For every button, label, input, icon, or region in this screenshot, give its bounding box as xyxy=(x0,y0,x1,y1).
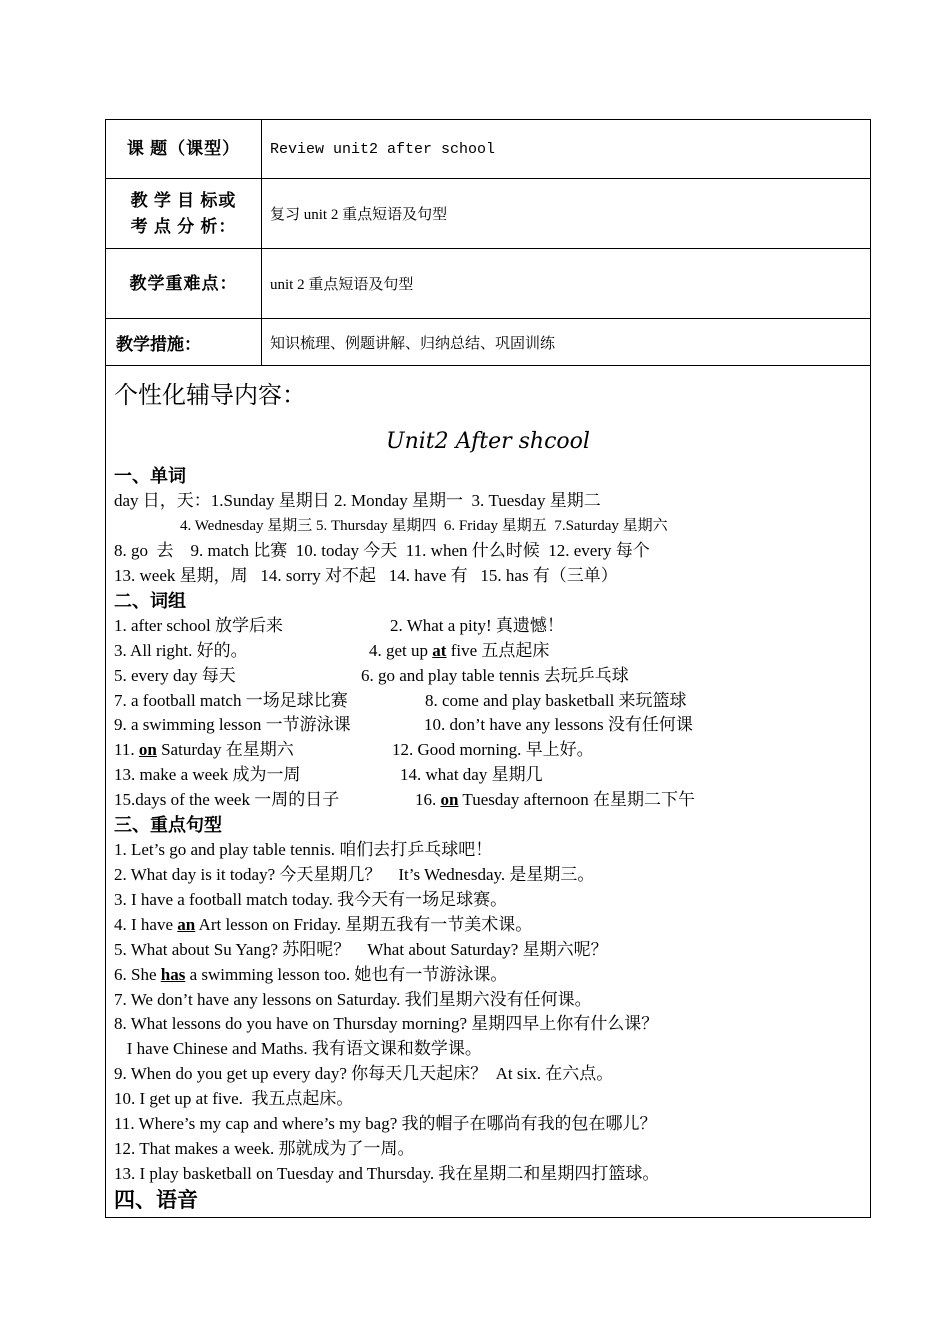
methods-value: 知识梳理、例题讲解、归纳总结、巩固训练 xyxy=(262,319,871,366)
phrase-item: 9. a swimming lesson 一节游泳课 xyxy=(114,715,351,735)
sentence-line: 13. I play basketball on Tuesday and Thursday. 我在星期二和星期四打篮球。 xyxy=(114,1163,660,1183)
unit-subtitle: Unit2 After shcool xyxy=(386,429,590,455)
methods-label: 教学措施： xyxy=(106,319,262,366)
sentences-section-title: 三、重点句型 xyxy=(114,815,222,836)
sentence-line: 12. That makes a week. 那就成为了一周。 xyxy=(114,1138,415,1158)
vocab-line: 8. go 去 9. match 比赛 10. today 今天 11. when 什么时候 12. every 每个 xyxy=(114,541,650,561)
topic-value: Review unit2 after school xyxy=(262,120,871,179)
sentence-line: 5. What about Su Yang? 苏阳呢？ What about Saturday? 星期六呢？ xyxy=(114,939,608,959)
phrase-item: 12. Good morning. 早上好。 xyxy=(392,740,594,760)
phrase-row xyxy=(114,788,862,813)
content-row xyxy=(106,366,871,1218)
sentence-line: 3. I have a football match today. 我今天有一场足球赛。 xyxy=(114,889,508,909)
phrase-item: 5. every day 每天 xyxy=(114,665,236,685)
content-cell xyxy=(106,366,871,1218)
phonics-section-title: 四、语音 xyxy=(114,1187,198,1212)
sentence-line: 8. What lessons do you have on Thursday morning? 星期四早上你有什么课？ xyxy=(114,1014,659,1034)
phrase-row xyxy=(114,614,862,639)
key-points-label: 教学重难点： xyxy=(106,249,262,319)
phrase-row xyxy=(114,763,862,788)
objectives-row xyxy=(106,179,871,249)
phrase-item: 7. a football match 一场足球比赛 xyxy=(114,690,348,710)
sentence-line: 1. Let’s go and play table tennis. 咱们去打乒乓球吧！ xyxy=(114,840,493,860)
phrase-row xyxy=(114,738,862,763)
key-points-row xyxy=(106,249,871,319)
content-heading: 个性化辅导内容： xyxy=(114,383,306,410)
sentence-line: 2. What day is it today? 今天星期几？ It’s Wednesday. 是星期三。 xyxy=(114,865,595,884)
vocab-line: 4. Wednesday 星期三 5. Thursday 星期四 6. Friday 星期五 7.Saturday 星期六 xyxy=(180,518,668,535)
phrase-item: 1. after school 放学后来 xyxy=(114,615,284,635)
objectives-label xyxy=(106,179,262,249)
phrase-item: 8. come and play basketball 来玩篮球 xyxy=(425,690,687,710)
sentence-line: 7. We don’t have any lessons on Saturday. 我们星期六没有任何课。 xyxy=(114,989,592,1009)
sentence-line: 10. I get up at five. 我五点起床。 xyxy=(114,1089,354,1109)
phrase-item: 3. All right. 好的。 xyxy=(114,640,248,660)
phrase-row xyxy=(114,664,862,689)
phrase-item: 4. get up at five 五点起床 xyxy=(369,640,550,660)
sentence-line: 11. Where’s my cap and where’s my bag? 我的帽子在哪尚有我的包在哪儿？ xyxy=(114,1114,657,1134)
phrase-row xyxy=(114,639,862,664)
phrase-item: 16. on Tuesday afternoon 在星期二下午 xyxy=(415,790,696,810)
topic-label: 课 题（课型） xyxy=(106,120,262,179)
topic-row xyxy=(106,120,871,179)
key-points-value: unit 2 重点短语及句型 xyxy=(262,249,871,319)
phrase-item: 13. make a week 成为一周 xyxy=(114,765,301,785)
objectives-label-line2: 考 点 分 析： xyxy=(130,216,237,236)
phrase-item: 15.days of the week 一周的日子 xyxy=(114,790,340,810)
sentence-line: 4. I have an Art lesson on Friday. 星期五我有一节美术课。 xyxy=(114,914,533,934)
sentence-line: I have Chinese and Maths. 我有语文课和数学课。 xyxy=(114,1039,482,1059)
phrase-item: 14. what day 星期几 xyxy=(400,765,543,785)
vocab-line: 13. week 星期，周 14. sorry 对不起 14. have 有 15. has 有（三单） xyxy=(114,565,618,585)
vocab-section-title: 一、单词 xyxy=(114,466,186,487)
phrase-row xyxy=(114,713,862,738)
sentence-line: 6. She has a swimming lesson too. 她也有一节游泳课。 xyxy=(114,964,508,984)
phrase-item: 2. What a pity! 真遗憾！ xyxy=(390,615,564,635)
lesson-plan-table xyxy=(105,119,871,1218)
sentence-line: 9. When do you get up every day? 你每天几天起床？ At six. 在六点。 xyxy=(114,1064,614,1084)
methods-row xyxy=(106,319,871,366)
phrase-item: 10. don’t have any lessons 没有任何课 xyxy=(424,715,693,735)
objectives-value: 复习 unit 2 重点短语及句型 xyxy=(262,179,871,249)
objectives-label-line1: 教 学 目 标或 xyxy=(130,190,237,210)
vocab-line: day 日，天：1.Sunday 星期日 2. Monday 星期一 3. Tuesday 星期二 xyxy=(114,491,601,511)
phrase-row xyxy=(114,689,862,714)
phrase-item: 11. on Saturday 在星期六 xyxy=(114,740,294,760)
phrases-section-title: 二、词组 xyxy=(114,590,186,611)
phrase-item: 6. go and play table tennis 去玩乒乓球 xyxy=(361,665,629,685)
